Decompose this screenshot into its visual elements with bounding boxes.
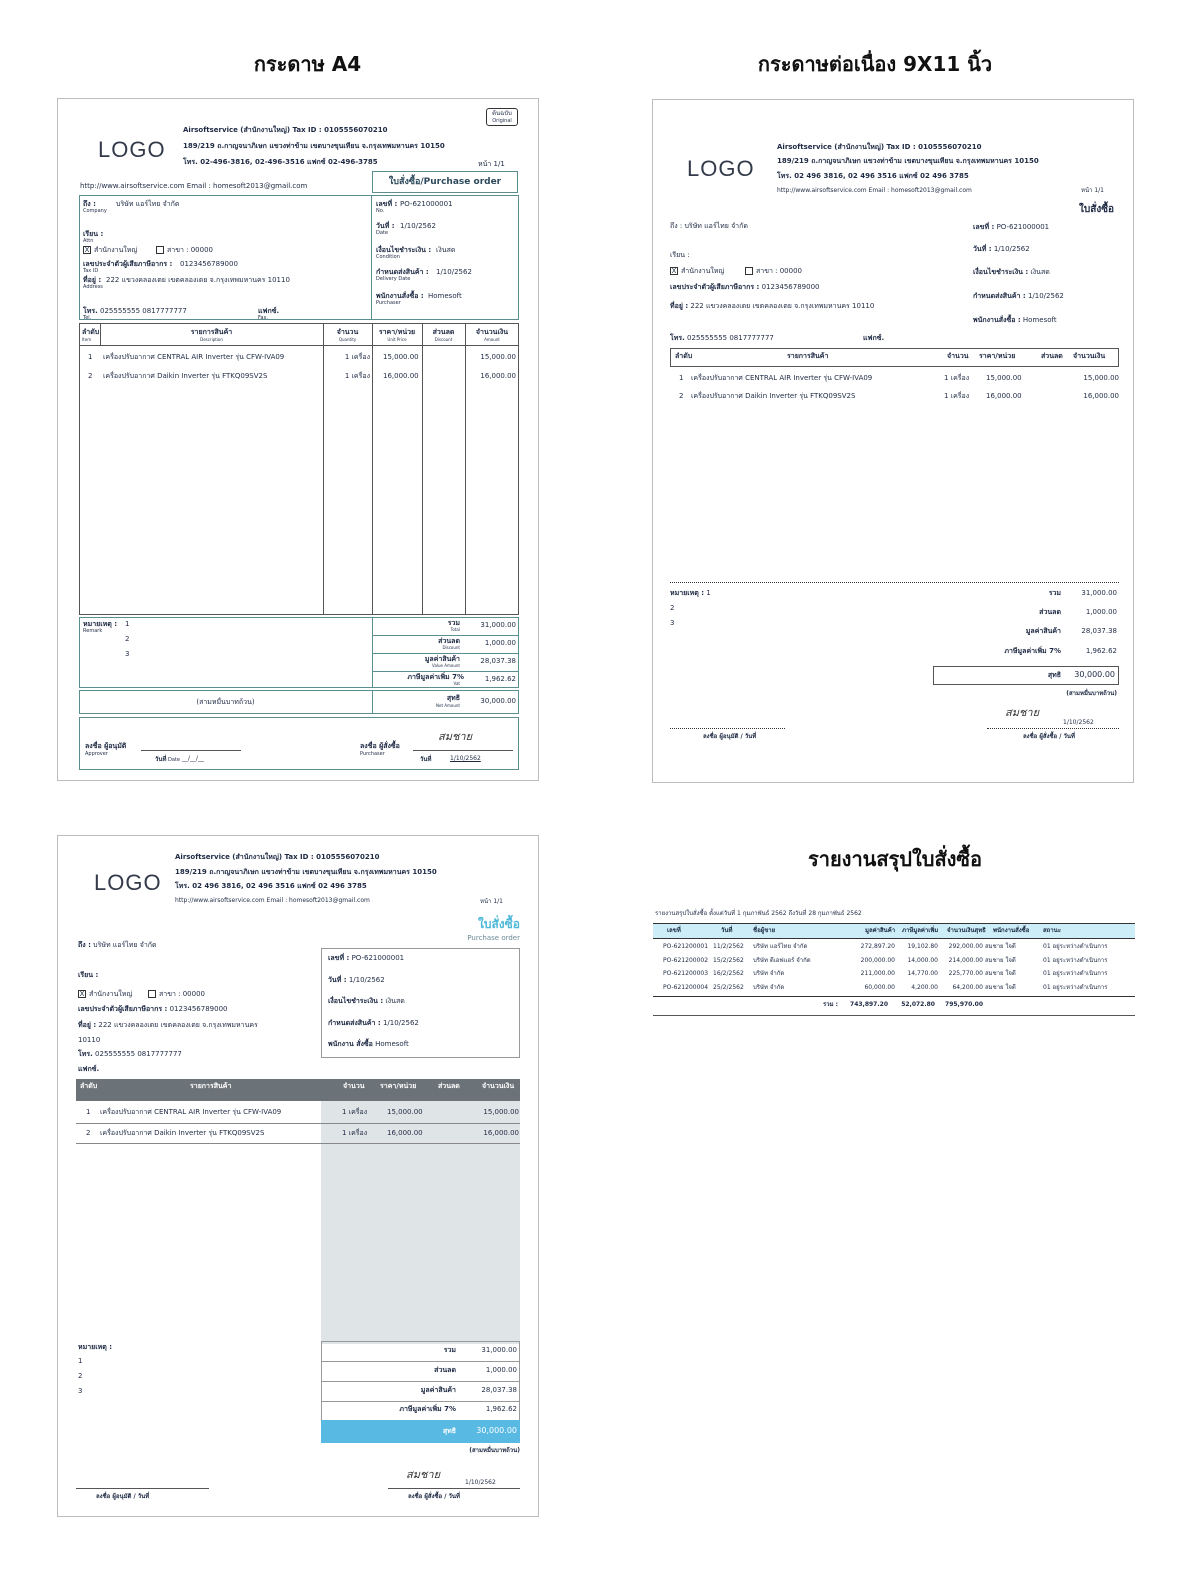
doc-title: ใบสั่งซื้อ	[477, 917, 520, 931]
summary-report: รายงานสรุปใบสั่งซื้อ ตั้งแต่วันที่ 1 กุมภาพันธ์ 2562 ถึงวันที่ 28 กุมภาพันธ์ 2562 เลขที่ วันที่ ชื่อผู้ขาย มูลค่าสินค้า ภาษีมูลค่าเพิ่ม จำนวนเงินสุทธิ พนักงานสั่งซื้อ สถานะ PO-621200001 11/2/2562 บริษัท แอร์ไทย จำกัด 272,897.20 19,102.80 292,000.00 สมชาย ใจดี 01 อยู่ระหว่างดำเนินการ PO-621200002 15/2/2562 บริษัท ดีเอฟแอร์ จำกัด 200,000.00 14,000.00 214,000.00 สมชาย ใจดี 01 อยู่ระหว่างดำเนินการ PO-621200003 16/2/2562 บริษัท จำกัด 211,000.00 14,770.00 225,770.00 สมชาย ใจดี 01 อยู่ระหว่างดำเนินการ PO-621200004 25/2/2562 บริษัท จำกัด 60,000.00 4,200.00 64,200.00 สมชาย ใจดี 01 อยู่ระหว่างดำเนินการ รวม : 743,897.20 52,072.80 795,970.00	[653, 908, 1135, 1018]
head-office-check[interactable]: X สำนักงานใหญ่	[671, 267, 725, 275]
company-address: 189/219 ถ.กาญจนาภิเษก แขวงท่าข้าม เขตบางขุนเทียน จ.กรุงเทพมหานคร 10150	[183, 142, 445, 150]
logo: LOGO	[687, 156, 755, 181]
caption-report: รายงานสรุปใบสั่งซื้อ	[807, 847, 983, 871]
vendor-address: 222 แขวงคลองเตย เขตคลองเตย จ.กรุงเทพมหานคร 10110	[106, 276, 290, 284]
branch-check[interactable]: สาขา : 00000	[745, 267, 802, 275]
modern-sheet: LOGO Airsoftservice (สำนักงานใหญ่) Tax ID : 0105556070210 189/219 ถ.กาญจนาภิเษก แขวงท่าข้าม เขตบางขุนเทียน จ.กรุงเทพมหานคร 10150 โทร. 02 496 3816, 02 496 3516 แฟกซ์ 02 496 3785 http://www.airsoftservice.com Email : homesoft2013@gmail.com หน้า 1/1 ใบสั่งซื้อ Purchase order ถึง : บริษัท แอร์ไทย จำกัด เรียน : X สำนักงานใหญ่ สาขา : 00000 เลขประจำตัวผู้เสียภาษีอากร : 0123456789000 ที่อยู่ : 222 แขวงคลองเตย เขตคลองเตย จ.กรุงเทพมหานคร 10110 โทร. 025555555 0817777777 แฟกซ์. เลขที่ : PO-621000001 วันที่ : 1/10/2562 เงื่อนไขชำระเงิน : เงินสด กำหนดส่งสินค้า : 1/10/2562 พนักงาน สั่งซื้อ Homesoft ลำดับ รายการสินค้า จำนวน ราคา/หน่วย ส่วนลด จำนวนเงิน 1 เครื่องปรับอากาศ CENTRAL AIR Inverter รุ่น CFW-IVA09 1 เครื่อง 15,000.00 15,000.00 2 เครื่องปรับอากาศ Daikin Inverter รุ่น FTKQ09SV2S 1 เครื่อง 16,000.00 16,000.00 หมายเหตุ : 1 2 3 รวม 31,000.00 ส่วนลด 1,000.00 มูลค่าสินค้า 28,037.38 ภาษีมูลค่าเพิ่ม 7% 1,962.62 สุทธิ 30,000.00 (สามหมื่นบาทถ้วน) สมชาย 1/10/2562 ลงชื่อ ผู้อนุมัติ / วันที่ ลงชื่อ ผู้สั่งซื้อ / วันที่	[57, 835, 539, 1517]
branch-check[interactable]: สาขา : 00000	[156, 246, 213, 254]
head-office-check[interactable]: X สำนักงานใหญ่	[84, 246, 138, 254]
a4-sheet: ต้นฉบับ Original LOGO Airsoftservice (สำนักงานใหญ่) Tax ID : 0105556070210 189/219 ถ.กาญจนาภิเษก แขวงท่าข้าม เขตบางขุนเทียน จ.กรุงเทพมหานคร 10150 โทร. 02-496-3816, 02-496-3516 แฟกซ์ 02-496-3785 หน้า 1/1 http://www.airsoftservice.com Email : homesoft2013@gmail.com ใบสั่งซื้อ/Purchase order ถึง : Company บริษัท แอร์ไทย จำกัด เรียน : Attn X สำนักงานใหญ่ สาขา : 00000 เลขประจำตัวผู้เสียภาษีอากร : Tax ID 0123456789000 ที่อยู่ : Address 222 แขวงคลองเตย เขตคลองเตย จ.กรุงเทพมหานคร 10110 โทร. Tel. 025555555 0817777777 แฟกซ์. Fax. เลขที่ : No. PO-621000001 วันที่ : Date 1/10/2562 เงื่อนไขชำระเงิน : Condition เงินสด กำหนดส่งสินค้า : Delivery Date 1/10/2562 พนักงานสั่งซื้อ : Purchaser Homesoft ลำดับ Item รายการสินค้า Description จำนวน Quantity ราคา/หน่วย Unit Price ส่วนลด Discount จำนวนเงิน Amount 1 เครื่องปรับอากาศ CENTRAL AIR Inverter รุ่น CFW-IVA09 1 เครื่อง 15,000.00 15,000.00 2 เครื่องปรับอากาศ Daikin Inverter รุ่น FTKQ09SV2S 1 เครื่อง 16,000.00 16,000.00 หมายเหตุ : Remark 1 2 3 รวม Total 31,000.00 ส่วนลด Discount 1,000.00 มูลค่าสินค้า Value Amount 28,037.38 ภาษีมูลค่าเพิ่ม 7% Vat 1,962.62 (สามหมื่นบาทถ้วน) สุทธิ Net Amount 30,000.00 ลงชื่อ ผู้อนุมัติ Approver วันที่ Date __/__/__ ลงชื่อ ผู้สั่งซื้อ Purchaser สมชาย วันที่ 1/10/2562	[57, 98, 539, 781]
caption-a4: กระดาษ A4	[253, 52, 362, 76]
logo: LOGO	[94, 870, 162, 895]
logo: LOGO	[98, 137, 166, 162]
original-badge: ต้นฉบับ Original	[486, 108, 518, 126]
page-number: หน้า 1/1	[478, 160, 505, 168]
report-title: รายงานสรุปใบสั่งซื้อ ตั้งแต่วันที่ 1 กุมภาพันธ์ 2562 ถึงวันที่ 28 กุมภาพันธ์ 2562	[655, 910, 862, 917]
caption-continuous: กระดาษต่อเนื่อง 9X11 นิ้ว	[757, 52, 993, 76]
company-web: http://www.airsoftservice.com Email : homesoft2013@gmail.com	[80, 182, 308, 190]
doc-title: ใบสั่งซื้อ	[1079, 204, 1115, 215]
branch-check[interactable]: สาขา : 00000	[148, 990, 205, 998]
company-name: Airsoftservice (สำนักงานใหญ่) Tax ID : 0105556070210	[183, 126, 388, 134]
po-number: PO-621000001	[400, 200, 453, 208]
vendor-name: บริษัท แอร์ไทย จำกัด	[116, 200, 180, 208]
head-office-check[interactable]: X สำนักงานใหญ่	[79, 990, 133, 998]
company-phone: โทร. 02-496-3816, 02-496-3516 แฟกซ์ 02-496-3785	[183, 158, 378, 166]
continuous-sheet: LOGO Airsoftservice (สำนักงานใหญ่) Tax ID : 0105556070210 189/219 ถ.กาญจนาภิเษก แขวงท่าข้าม เขตบางขุนเทียน จ.กรุงเทพมหานคร 10150 โทร. 02 496 3816, 02 496 3516 แฟกซ์ 02 496 3785 http://www.airsoftservice.com Email : homesoft2013@gmail.com หน้า 1/1 ใบสั่งซื้อ ถึง : บริษัท แอร์ไทย จำกัด เรียน : X สำนักงานใหญ่ สาขา : 00000 เลขประจำตัวผู้เสียภาษีอากร : 0123456789000 ที่อยู่ : 222 แขวงคลองเตย เขตคลองเตย จ.กรุงเทพมหานคร 10110 โทร. 025555555 0817777777 แฟกซ์. เลขที่ : PO-621000001 วันที่ : 1/10/2562 เงื่อนไขชำระเงิน : เงินสด กำหนดส่งสินค้า : 1/10/2562 พนักงานสั่งซื้อ : Homesoft ลำดับ รายการสินค้า จำนวน ราคา/หน่วย ส่วนลด จำนวนเงิน 1 เครื่องปรับอากาศ CENTRAL AIR Inverter รุ่น CFW-IVA09 1 เครื่อง 15,000.00 15,000.00 2 เครื่องปรับอากาศ Daikin Inverter รุ่น FTKQ09SV2S 1 เครื่อง 16,000.00 16,000.00 หมายเหตุ : 1 2 3 รวม 31,000.00 ส่วนลด 1,000.00 มูลค่าสินค้า 28,037.38 ภาษีมูลค่าเพิ่ม 7% 1,962.62 สุทธิ 30,000.00 (สามหมื่นบาทถ้วน) สมชาย 1/10/2562 ลงชื่อ ผู้อนุมัติ / วันที่ ลงชื่อ ผู้สั่งซื้อ / วันที่	[652, 99, 1134, 783]
doc-title-box: ใบสั่งซื้อ/Purchase order	[372, 171, 518, 193]
purchaser-signature: สมชาย	[438, 730, 473, 743]
items-table	[79, 323, 519, 615]
